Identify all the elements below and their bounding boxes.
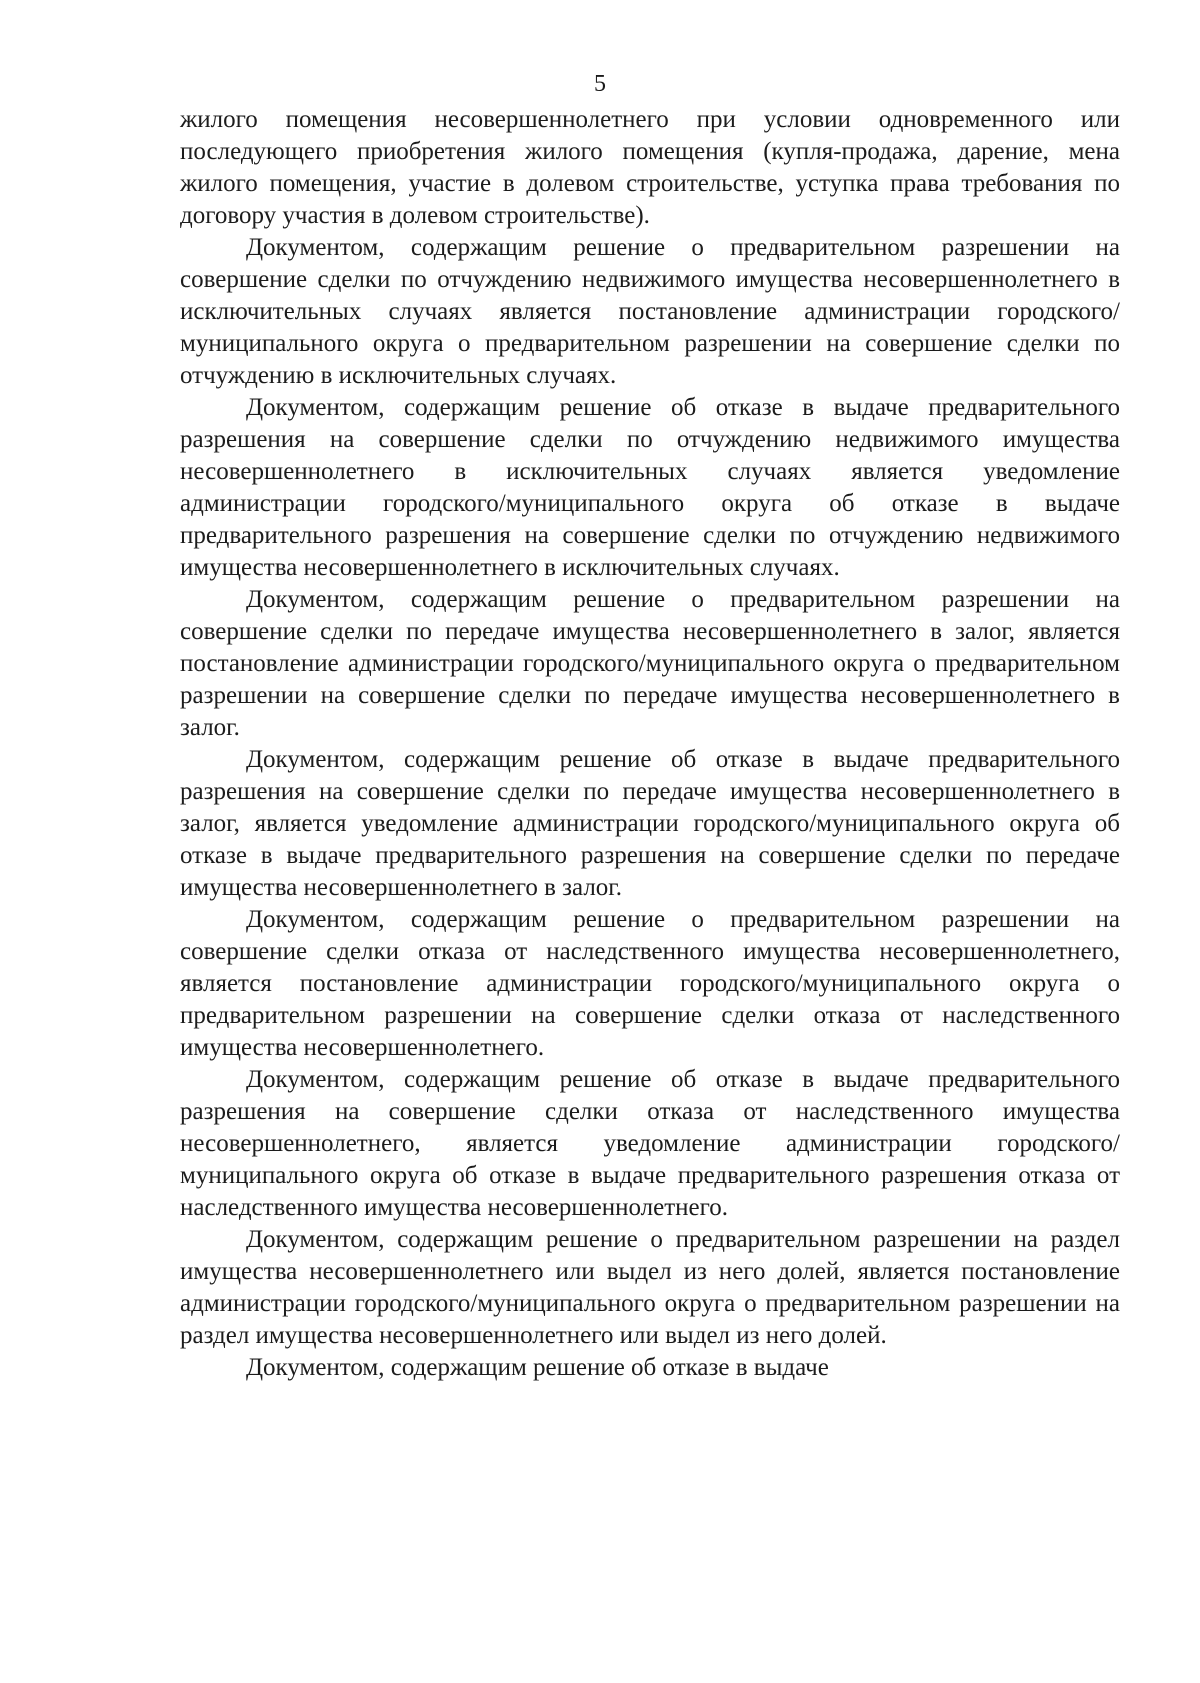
document-body [180, 104, 1120, 1384]
paragraph: Документом, содержащим решение о предварительном разрешении на совершение сделки отказа от наследственного имущества несовершеннолетнего, является постановление администрации городского/муниципального округа о предварительном разрешении на совершение сделки отказа от наследственного имущества несовершеннолетнего. [180, 906, 1120, 1061]
paragraph: Документом, содержащим решение о предварительном разрешении на совершение сделки по передаче имущества несовершеннолетнего в залог, является постановление администрации городского/муниципального округа о предварительном разрешении на совершение сделки по передаче имущества несовершеннолетнего в залог. [180, 586, 1120, 741]
paragraph: Документом, содержащим решение об отказе в выдаче предварительного разрешения на совершение сделки отказа от наследственного имущества несовершеннолетнего, является уведомление администрации городского/муниципального округа об отказе в выдаче предварительного разрешения отказа от наследственного имущества несовершеннолетнего. [180, 1066, 1120, 1221]
paragraph: Документом, содержащим решение о предварительном разрешении на раздел имущества несовершеннолетнего или выдел из него долей, является постановление администрации городского/муниципального округа о предварительном разрешении на раздел имущества несовершеннолетнего или выдел из него долей. [180, 1226, 1120, 1349]
paragraph: Документом, содержащим решение об отказе в выдаче предварительного разрешения на совершение сделки по передаче имущества несовершеннолетнего в залог, является уведомление администрации городского/муниципального округа об отказе в выдаче предварительного разрешения на совершение сделки по передаче имущества несовершеннолетнего в залог. [180, 746, 1120, 901]
paragraph: Документом, содержащим решение о предварительном разрешении на совершение сделки по отчуждению недвижимого имущества несовершеннолетнего в исключительных случаях является постановление администрации городского/муниципального округа о предварительном разрешении на совершение сделки по отчуждению в исключительных случаях. [180, 234, 1120, 389]
paragraph-truncated: Документом, содержащим решение об отказе в выдаче [246, 1354, 829, 1381]
page-number: 5 [594, 71, 606, 97]
paragraph-continued: жилого помещения несовершеннолетнего при условии одновременного или последующего приобретения жилого помещения (купля-продажа, дарение, мена жилого помещения, участие в долевом строительстве, уступка права требования по договору участия в долевом строительстве). [180, 106, 1120, 229]
paragraph: Документом, содержащим решение об отказе в выдаче предварительного разрешения на совершение сделки по отчуждению недвижимого имущества несовершеннолетнего в исключительных случаях является уведомление администрации городского/муниципального округа об отказе в выдаче предварительного разрешения на совершение сделки по отчуждению недвижимого имущества несовершеннолетнего в исключительных случаях. [180, 394, 1120, 581]
